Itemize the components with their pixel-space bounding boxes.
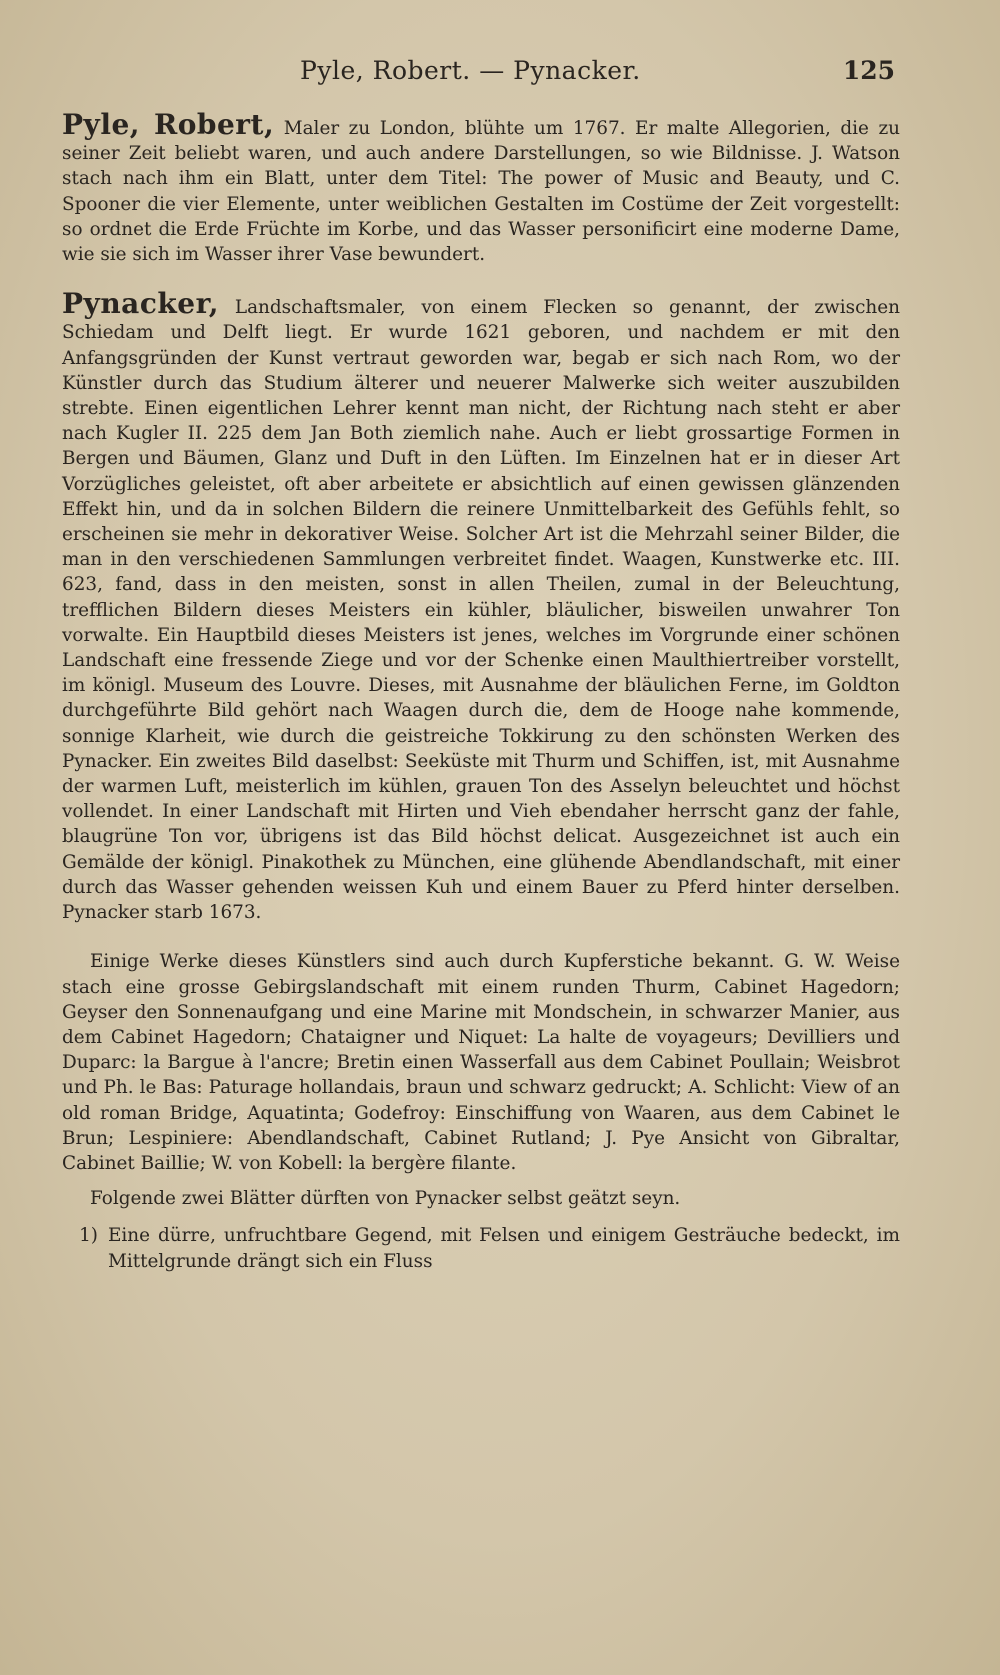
entry-text: Landschaftsmaler, von einem Flecken so genannt, der zwischen Schiedam und Delft liegt. Er wurde 1621 geboren, und nachdem er mit den Anfangsgründen der Kunst vertraut geworden war, begab er sich nach Rom, wo der Künstler durch das Studium älterer und neuerer Malwerke sich weiter auszubilden strebte. Einen eigentlichen Lehrer kennt man nicht, der Richtung nach steht er aber nach Kugler II. 225 dem Jan Both ziemlich nahe. Auch er liebt grossartige Formen in Bergen und Bäumen, Glanz und Duft in den Lüften. Im Einzelnen hat er in dieser Art Vorzügliches geleistet, oft aber arbeitete er absichtlich auf einen gewissen glänzenden Effekt hin, und da in solchen Bildern die reinere Unmittelbarkeit des Gefühls fehlt, so erscheinen sie mehr in dekorativer Weise. Solcher Art ist die Mehrzahl seiner Bilder, die man in den verschiedenen Sammlungen verbreitet findet. Waagen, Kunstwerke etc. III. 623, fand, dass in den meisten, sonst in allen Theilen, zumal in der Beleuchtung, trefflichen Bildern dieses Meisters ein kühler, bläulicher, bisweilen unwahrer Ton vorwalte. Ein Hauptbild dieses Meisters ist jenes, welches im Vorgrunde einer schönen Landschaft eine fressende Ziege und vor der Schenke einen Maulthiertreiber vorstellt, im königl. Museum des Louvre. Dieses, mit Ausnahme der bläulichen Ferne, im Goldton durchgeführte Bild gehört nach Waagen durch die, dem de Hooge nahe kommende, sonnige Klarheit, wie durch die geistreiche Tokkirung zu den schönsten Werken des Pynacker. Ein zweites Bild daselbst: Seeküste mit Thurm und Schiffen, ist, mit Ausnahme der warmen Luft, meisterlich im kühlen, grauen Ton des Asselyn beleuchtet und höchst vollendet. In einer Landschaft mit Hirten und Vieh ebendaher herrscht ganz der fahle, blaugrüne Ton vor, übrigens ist das Bild höchst delicat. Ausgezeichnet ist auch ein Gemälde der königl. Pinakothek zu München, eine glühende Abendlandschaft, mit einer durch das Wasser gehenden weissen Kuh und einem Bauer zu Pferd hinter derselben. Pynacker starb 1673. [62,297,900,924]
entry-name: Pyle, Robert, [62,108,275,141]
entry-name: Pynacker, [62,287,220,321]
running-head: Pyle, Robert. — Pynacker. [300,56,641,85]
etchings-list [62,1223,900,1273]
engravings-paragraph: Einige Werke dieses Künstlers sind auch durch Kupferstiche bekannt. G. W. Weise stach eine grosse Gebirgslandschaft mit einem runden Thurm, Cabinet Hagedorn; Geyser den Sonnenaufgang und eine Marine mit Mondschein, in schwarzer Manier, aus dem Cabinet Hagedorn; Chataigner und Niquet: La halte de voyageurs; Devilliers und Duparc: la Bargue à l'ancre; Bretin einen Wasserfall aus dem Cabinet Poullain; Weisbrot und Ph. le Bas: Paturage hollandais, braun und schwarz gedruckt; A. Schlicht: View of an old roman Bridge, Aquatinta; Godefroy: Einschiffung von Waaren, aus dem Cabinet le Brun; Lespiniere: Abendlandschaft, Cabinet Rutland; J. Pye Ansicht von Gibraltar, Cabinet Baillie; W. von Kobell: la bergère filante. [62,951,900,1174]
entry-pynacker [62,287,900,925]
page-header [0,56,1000,96]
page-number: 125 [842,56,895,85]
list-item-text: Eine dürre, unfruchtbare Gegend, mit Felsen und einigem Gesträuche bedeckt, im Mittelgrunde drängt sich ein Fluss [108,1225,900,1272]
page-body [62,108,900,1274]
entry-text: Maler zu London, blühte um 1767. Er malte Allegorien, die zu seiner Zeit beliebt waren, und auch andere Darstellungen, so wie Bildnisse. J. Watson stach nach ihm ein Blatt, unter dem Titel: The power of Music and Beauty, und C. Spooner die vier Elemente, unter weiblichen Gestalten im Costüme der Zeit vorgestellt: so ordnet die Erde Früchte im Korbe, und das Wasser personificirt eine moderne Dame, wie sie sich im Wasser ihrer Vase bewundert. [62,118,900,266]
list-item [62,1223,900,1273]
etchings-intro-paragraph: Folgende zwei Blätter dürften von Pynacker selbst geätzt seyn. [90,1188,681,1210]
entry-pyle [62,108,900,267]
list-item-number: 1) [79,1225,98,1247]
